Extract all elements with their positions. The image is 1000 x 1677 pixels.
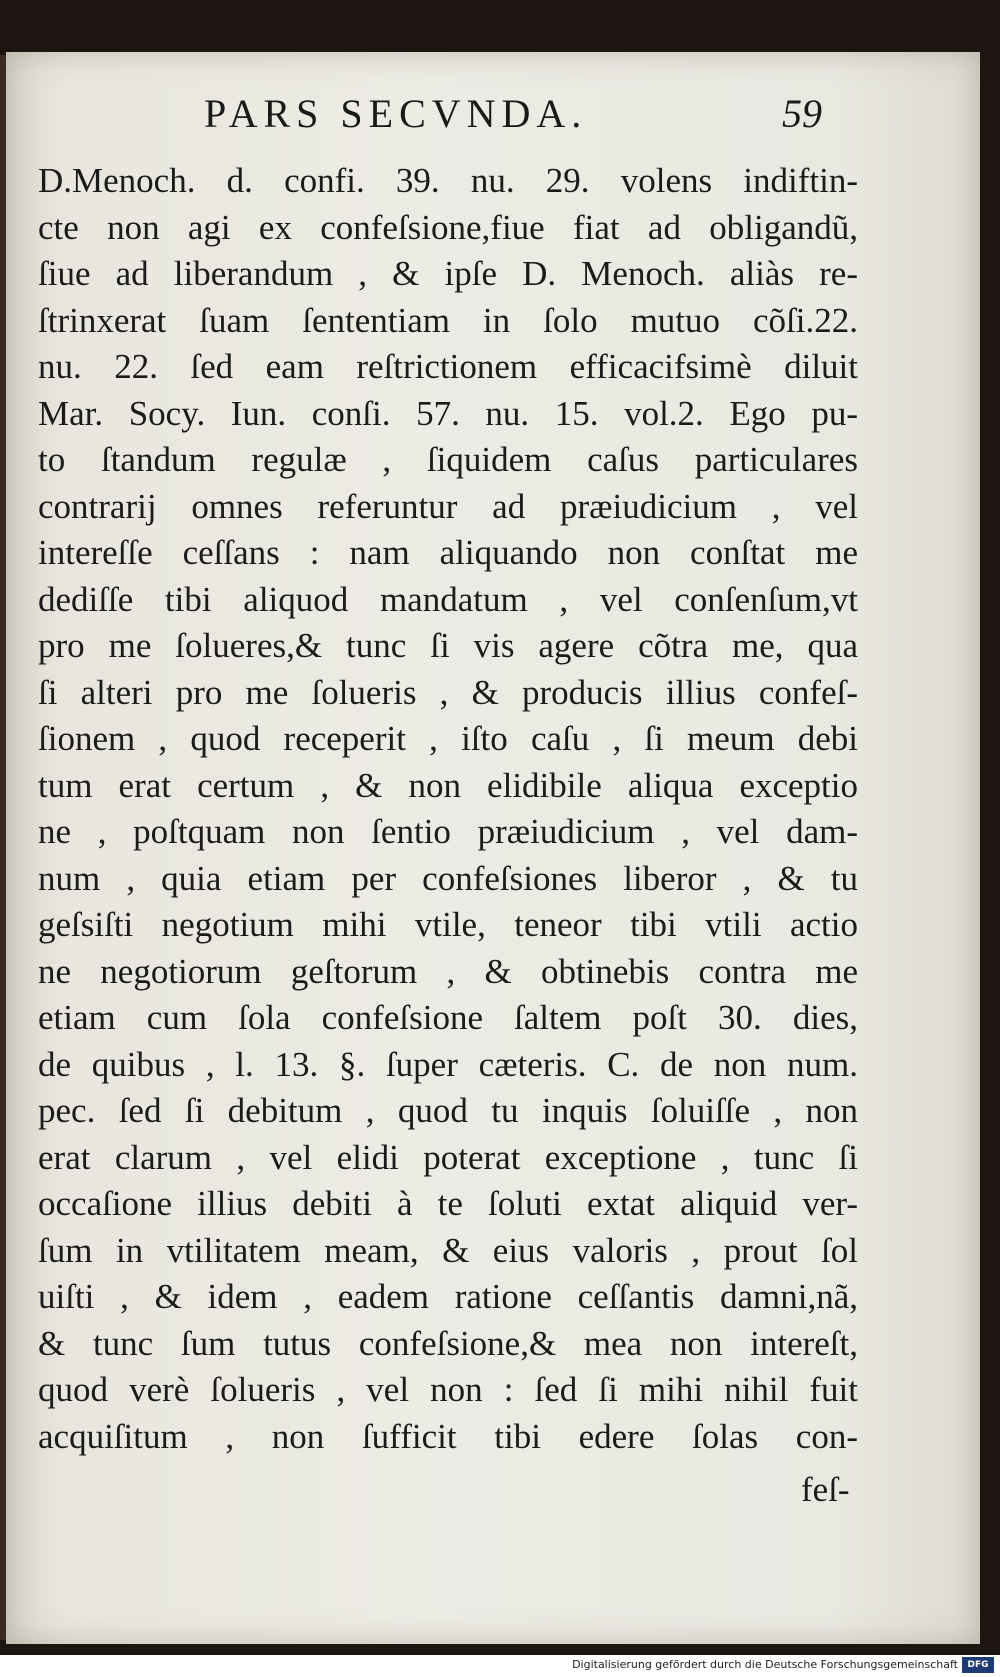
text-line: nu. 22. ſed eam reſtrictionem efficacifsimè diluit — [38, 347, 858, 386]
text-line: ſiue ad liberandum , & ipſe D. Menoch. aliàs re- — [38, 254, 858, 293]
page-number: 59 — [782, 91, 822, 136]
text-line: D.Menoch. d. confi. 39. nu. 29. volens indiftin- — [38, 161, 858, 200]
footer-bar — [0, 1655, 1000, 1677]
text-line: & tunc ſum tutus confeſsione,& mea non intereſt, — [38, 1323, 858, 1363]
catchword: feſ- — [801, 1470, 850, 1509]
text-line: ſionem , quod receperit , iſto caſu , ſi meum debi — [38, 719, 858, 758]
text-line: num , quia etiam per confeſsiones liberor , & tu — [38, 858, 858, 898]
text-line: erat clarum , vel elidi poterat exceptione , tunc ſi — [38, 1137, 858, 1177]
text-line: Mar. Socy. Iun. conſi. 57. nu. 15. vol.2. Ego pu- — [38, 393, 858, 433]
text-line: uiſti , & idem , eadem ratione ceſſantis damni,nã, — [38, 1277, 858, 1316]
text-line: dediſſe tibi aliquod mandatum , vel conſenſum,vt — [38, 579, 858, 619]
text-line: pro me ſolueres,& tunc ſi vis agere cõtra me, qua — [38, 626, 858, 665]
text-line: ne negotiorum geſtorum , & obtinebis contra me — [38, 951, 858, 991]
page-header — [6, 90, 980, 150]
text-line: geſsiſti negotium mihi vtile, teneor tibi vtili actio — [38, 905, 858, 944]
text-line: intereſſe ceſſans : nam aliquando non conſtat me — [38, 533, 858, 572]
text-line: ſum in vtilitatem meam, & eius valoris , prout ſol — [38, 1230, 858, 1270]
book-page — [6, 52, 980, 1644]
text-line: occaſione illius debiti à te ſoluti extat aliquid ver- — [38, 1184, 858, 1223]
text-line: ne , poſtquam non ſentio præiudicium , vel dam- — [38, 812, 858, 851]
text-line: ſi alteri pro me ſolueris , & producis illius confeſ- — [38, 672, 858, 712]
text-line: contrarij omnes referuntur ad præiudicium , vel — [38, 486, 858, 526]
text-line: pec. ſed ſi debitum , quod tu inquis ſoluiſſe , non — [38, 1091, 858, 1130]
text-line: acquiſitum , non ſufficit tibi edere ſolas con- — [38, 1416, 858, 1456]
text-line: ſtrinxerat ſuam ſententiam in ſolo mutuo cõſi.22. — [38, 300, 858, 340]
text-line: tum erat certum , & non elidibile aliqua exceptio — [38, 765, 858, 805]
text-line: to ſtandum regulæ , ſiquidem caſus particulares — [38, 440, 858, 479]
body-text — [38, 158, 858, 1460]
text-line: de quibus , l. 13. §. ſuper cæteris. C. de non num. — [38, 1044, 858, 1084]
dfg-logo-icon: DFG — [962, 1657, 994, 1673]
footer-credit: Digitalisierung gefördert durch die Deutsche Forschungsgemeinschaft — [572, 1658, 958, 1671]
text-line: cte non agi ex confeſsione,fiue fiat ad obligandũ, — [38, 207, 858, 247]
text-line: quod verè ſolueris , vel non : ſed ſi mihi nihil fuit — [38, 1370, 858, 1409]
text-line: etiam cum ſola confeſsione ſaltem poſt 30. dies, — [38, 998, 858, 1037]
running-head: PARS SECVNDA. — [204, 91, 588, 136]
